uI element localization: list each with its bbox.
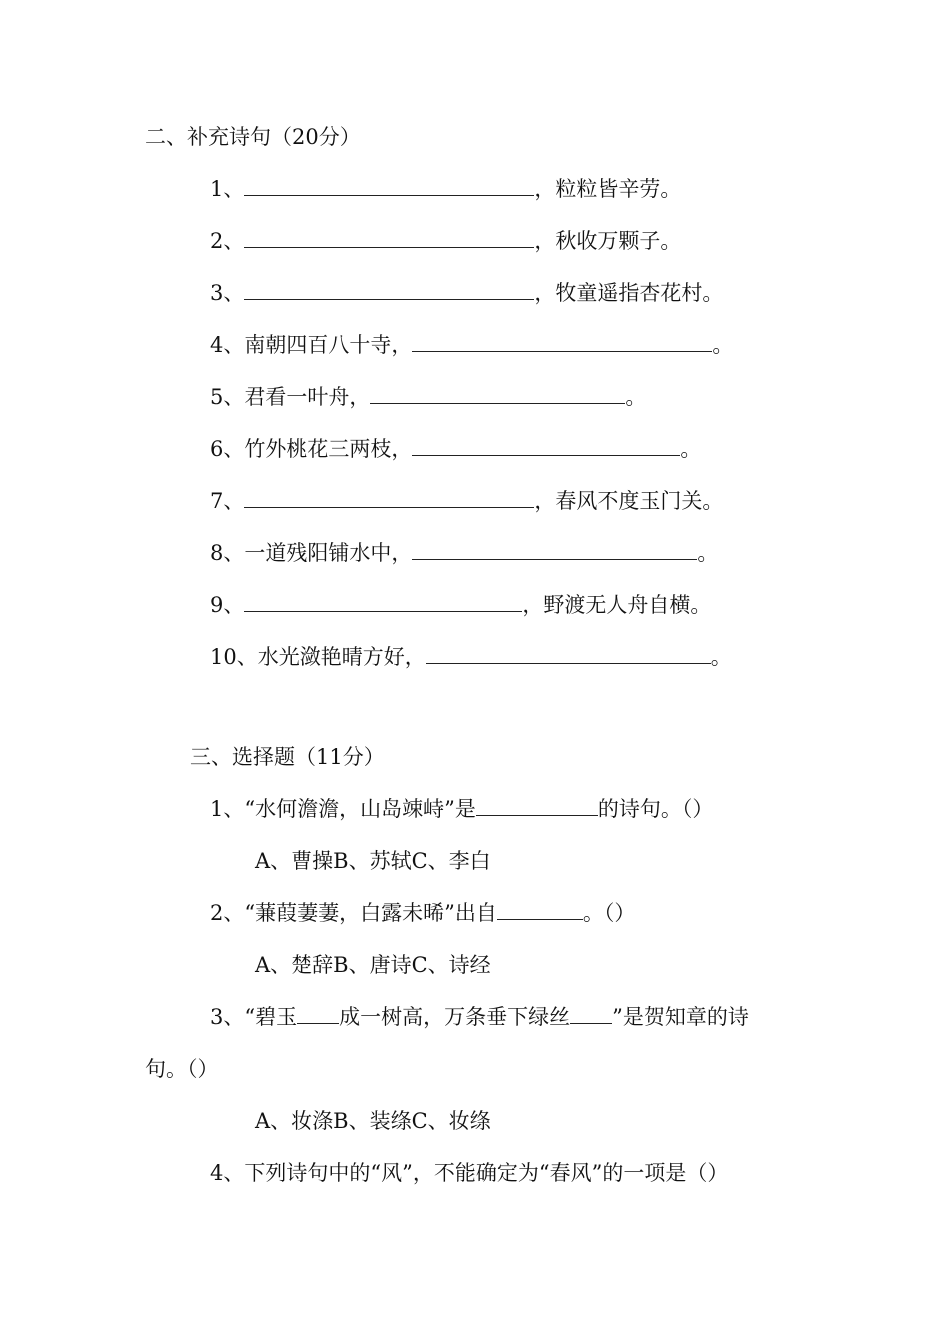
question-text-before: 竹外桃花三两枝， — [244, 437, 413, 461]
fill-question-3 — [210, 280, 723, 306]
answer-blank[interactable] — [244, 593, 522, 612]
answer-blank[interactable] — [244, 281, 534, 300]
choice-question-1 — [210, 796, 713, 822]
question-text-after: 。 — [697, 541, 719, 565]
choice-question-4 — [210, 1160, 728, 1186]
question-number: 9、 — [210, 593, 245, 617]
fill-question-7 — [210, 488, 723, 514]
question-text-before: “蒹葭萋萋，白露未晞”出自 — [244, 901, 497, 925]
answer-blank[interactable] — [476, 797, 598, 816]
answer-blank[interactable] — [244, 489, 534, 508]
answer-blank[interactable] — [426, 645, 711, 664]
question-text-after: ，春风不度玉门关。 — [534, 489, 724, 513]
question-text: 下列诗句中的“风”，不能确定为“春风”的一项是（） — [244, 1161, 729, 1185]
question-number: 10、 — [210, 645, 258, 669]
fill-question-9 — [210, 592, 711, 618]
choice-question-2 — [210, 900, 635, 926]
question-number: 2、 — [210, 229, 245, 253]
section-title-multiple-choice: 三、选择题（11分） — [190, 745, 385, 769]
question-number: 1、 — [210, 177, 245, 201]
answer-blank[interactable] — [297, 1005, 339, 1024]
question-text-after: ，粒粒皆辛劳。 — [534, 177, 682, 201]
answer-blank[interactable] — [412, 541, 697, 560]
question-number: 1、 — [210, 797, 245, 821]
question-text-before: 君看一叶舟， — [244, 385, 371, 409]
question-number: 2、 — [210, 901, 245, 925]
answer-blank[interactable] — [412, 333, 712, 352]
fill-question-2 — [210, 228, 681, 254]
choice-question-3 — [210, 1004, 749, 1030]
question-number: 8、 — [210, 541, 245, 565]
fill-question-5 — [210, 384, 646, 410]
question-text-after: 的诗句。（） — [597, 797, 714, 821]
question-text-after: ”是贺知章的诗 — [612, 1005, 749, 1029]
answer-blank[interactable] — [412, 437, 680, 456]
question-number: 3、 — [210, 1005, 245, 1029]
question-text-after: ，牧童遥指杏花村。 — [534, 281, 724, 305]
choice-options-2: A、楚辞B、唐诗C、诗经 — [255, 953, 491, 977]
answer-blank[interactable] — [497, 901, 583, 920]
answer-blank[interactable] — [244, 177, 534, 196]
section-title-fill-poems: 二、补充诗句（20分） — [145, 125, 361, 149]
question-text-after: 。 — [712, 333, 734, 357]
question-text-before: “水何澹澹，山岛竦峙”是 — [244, 797, 476, 821]
choice-options-3: A、妆涤B、装绦C、妆绦 — [255, 1109, 491, 1133]
question-text-before: 南朝四百八十寺， — [244, 333, 413, 357]
question-text-after: ，野渡无人舟自横。 — [522, 593, 712, 617]
fill-question-10 — [210, 644, 732, 670]
fill-question-8 — [210, 540, 718, 566]
answer-blank[interactable] — [370, 385, 625, 404]
question-text-after: ，秋收万颗子。 — [534, 229, 682, 253]
question-number: 4、 — [210, 333, 245, 357]
question-text-before: “碧玉 — [244, 1005, 298, 1029]
fill-question-1 — [210, 176, 681, 202]
question-number: 4、 — [210, 1161, 245, 1185]
question-text-after: 。 — [625, 385, 647, 409]
choice-options-1: A、曹操B、苏轼C、李白 — [255, 849, 491, 873]
choice-question-3-continued: 句。（） — [145, 1057, 219, 1081]
question-text-after: 。（） — [582, 901, 636, 925]
question-number: 3、 — [210, 281, 245, 305]
answer-blank[interactable] — [244, 229, 534, 248]
fill-question-6 — [210, 436, 701, 462]
question-text-after: 。 — [710, 645, 732, 669]
fill-question-4 — [210, 332, 733, 358]
question-number: 7、 — [210, 489, 245, 513]
question-text-before: 一道残阳铺水中， — [244, 541, 413, 565]
answer-blank[interactable] — [570, 1005, 612, 1024]
question-number: 5、 — [210, 385, 245, 409]
question-number: 6、 — [210, 437, 245, 461]
question-text-after: 。 — [680, 437, 702, 461]
question-text-middle: 成一树高，万条垂下绿丝 — [339, 1005, 571, 1029]
question-text-before: 水光潋艳晴方好， — [257, 645, 426, 669]
